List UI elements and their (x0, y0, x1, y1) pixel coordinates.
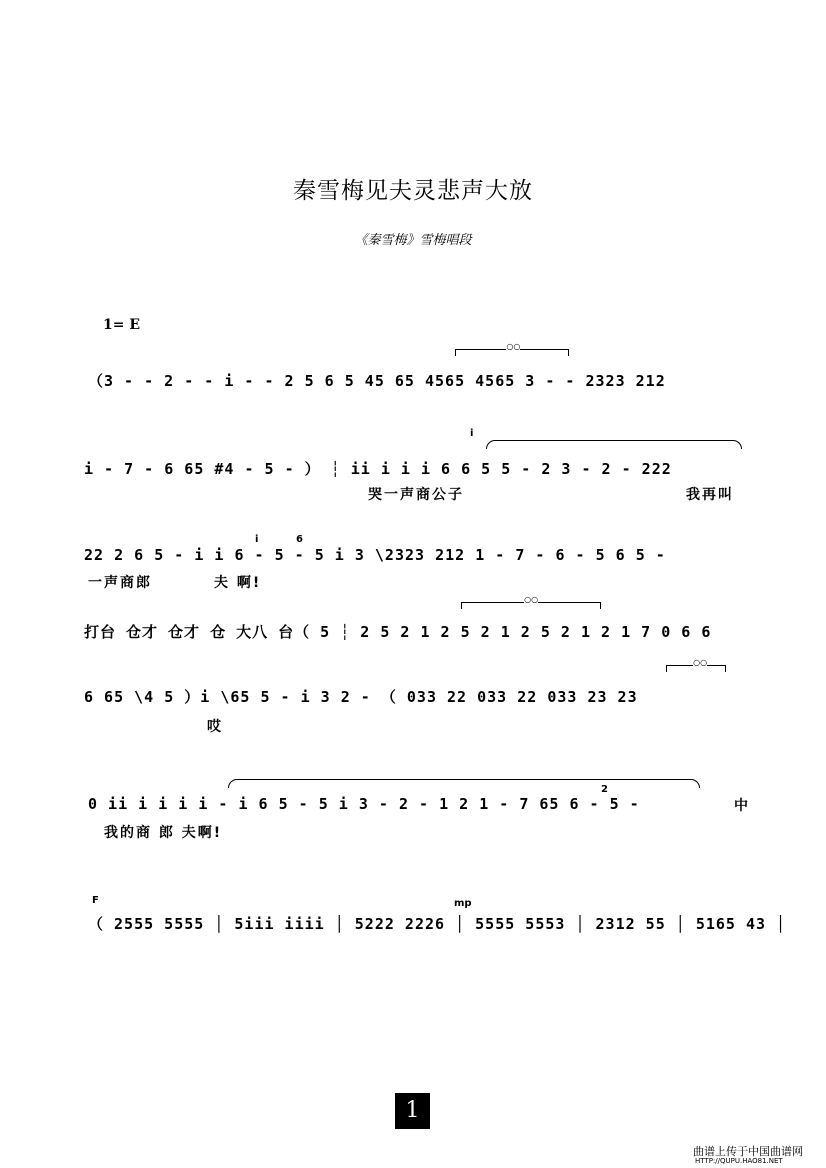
watermark-text: 曲谱上传于中国曲谱网 (693, 1145, 803, 1158)
slur (228, 779, 700, 788)
grace-note: 6 (296, 534, 303, 545)
repeat-bracket: ○○ (461, 602, 601, 609)
notation-line-3: 22 2 6 5 - i i 6 - 5 - 5 i 3 \2323 212 1 - 7 - 6 - 5 6 5 - (84, 546, 666, 564)
score-title: 秦雪梅见夫灵悲声大放 (293, 178, 533, 204)
notation-line-1: （3 - - 2 - - i - - 2 5 6 5 45 65 4565 4565 3 - - 2323 212 (88, 372, 666, 390)
lyric-line-3: 一声商郎 (88, 575, 152, 591)
page-number: 1 (395, 1093, 430, 1129)
notation-line-4: 打台 仓才 仓才 仓 大八 台（ 5 ┆ 2 5 2 1 2 5 2 1 2 5 2 1 2 1 7 0 6 6 (84, 623, 712, 641)
grace-note: 2 (601, 784, 608, 795)
key-signature: 1= E (103, 317, 141, 333)
repeat-bracket: ○○ (455, 349, 569, 356)
grace-note: i (255, 534, 259, 545)
notation-line-2: i - 7 - 6 65 #4 - 5 - ） ┆ ii i i i 6 6 5 5 - 2 3 - 2 - 222 (84, 460, 672, 478)
lyric-line-3b: 夫 啊! (214, 575, 262, 591)
lyric-line-2: 哭一声商公子 (368, 487, 464, 503)
notation-line-7: （ 2555 5555 │ 5iii iiii │ 5222 2226 │ 5555 5553 │ 2312 55 │ 5165 43 │ (88, 915, 787, 933)
slur (486, 440, 742, 449)
notation-line-6: 0 ii i i i i - i 6 5 - 5 i 3 - 2 - 1 2 1 - 7 65 6 - 5 - (88, 795, 640, 813)
watermark-url: HTTP://QUPU.HAO81.NET (695, 1157, 783, 1165)
repeat-bracket: ○○ (666, 665, 726, 672)
score-subtitle: 《秦雪梅》雪梅唱段 (354, 233, 472, 248)
grace-note: i (470, 428, 474, 439)
lyric-line-6: 我的商 郎 夫啊! (104, 825, 223, 841)
dynamic-marking: mp (454, 898, 472, 909)
lyric-line-2b: 我再叫 (686, 487, 734, 503)
lyric-line-5: 哎 (207, 719, 223, 735)
lyric-line-6b: 中 (734, 798, 750, 814)
notation-line-5: 6 65 \4 5 ）i \65 5 - i 3 2 - （ 033 22 033 22 033 23 23 (84, 688, 638, 706)
dynamic-marking: F (92, 895, 99, 906)
